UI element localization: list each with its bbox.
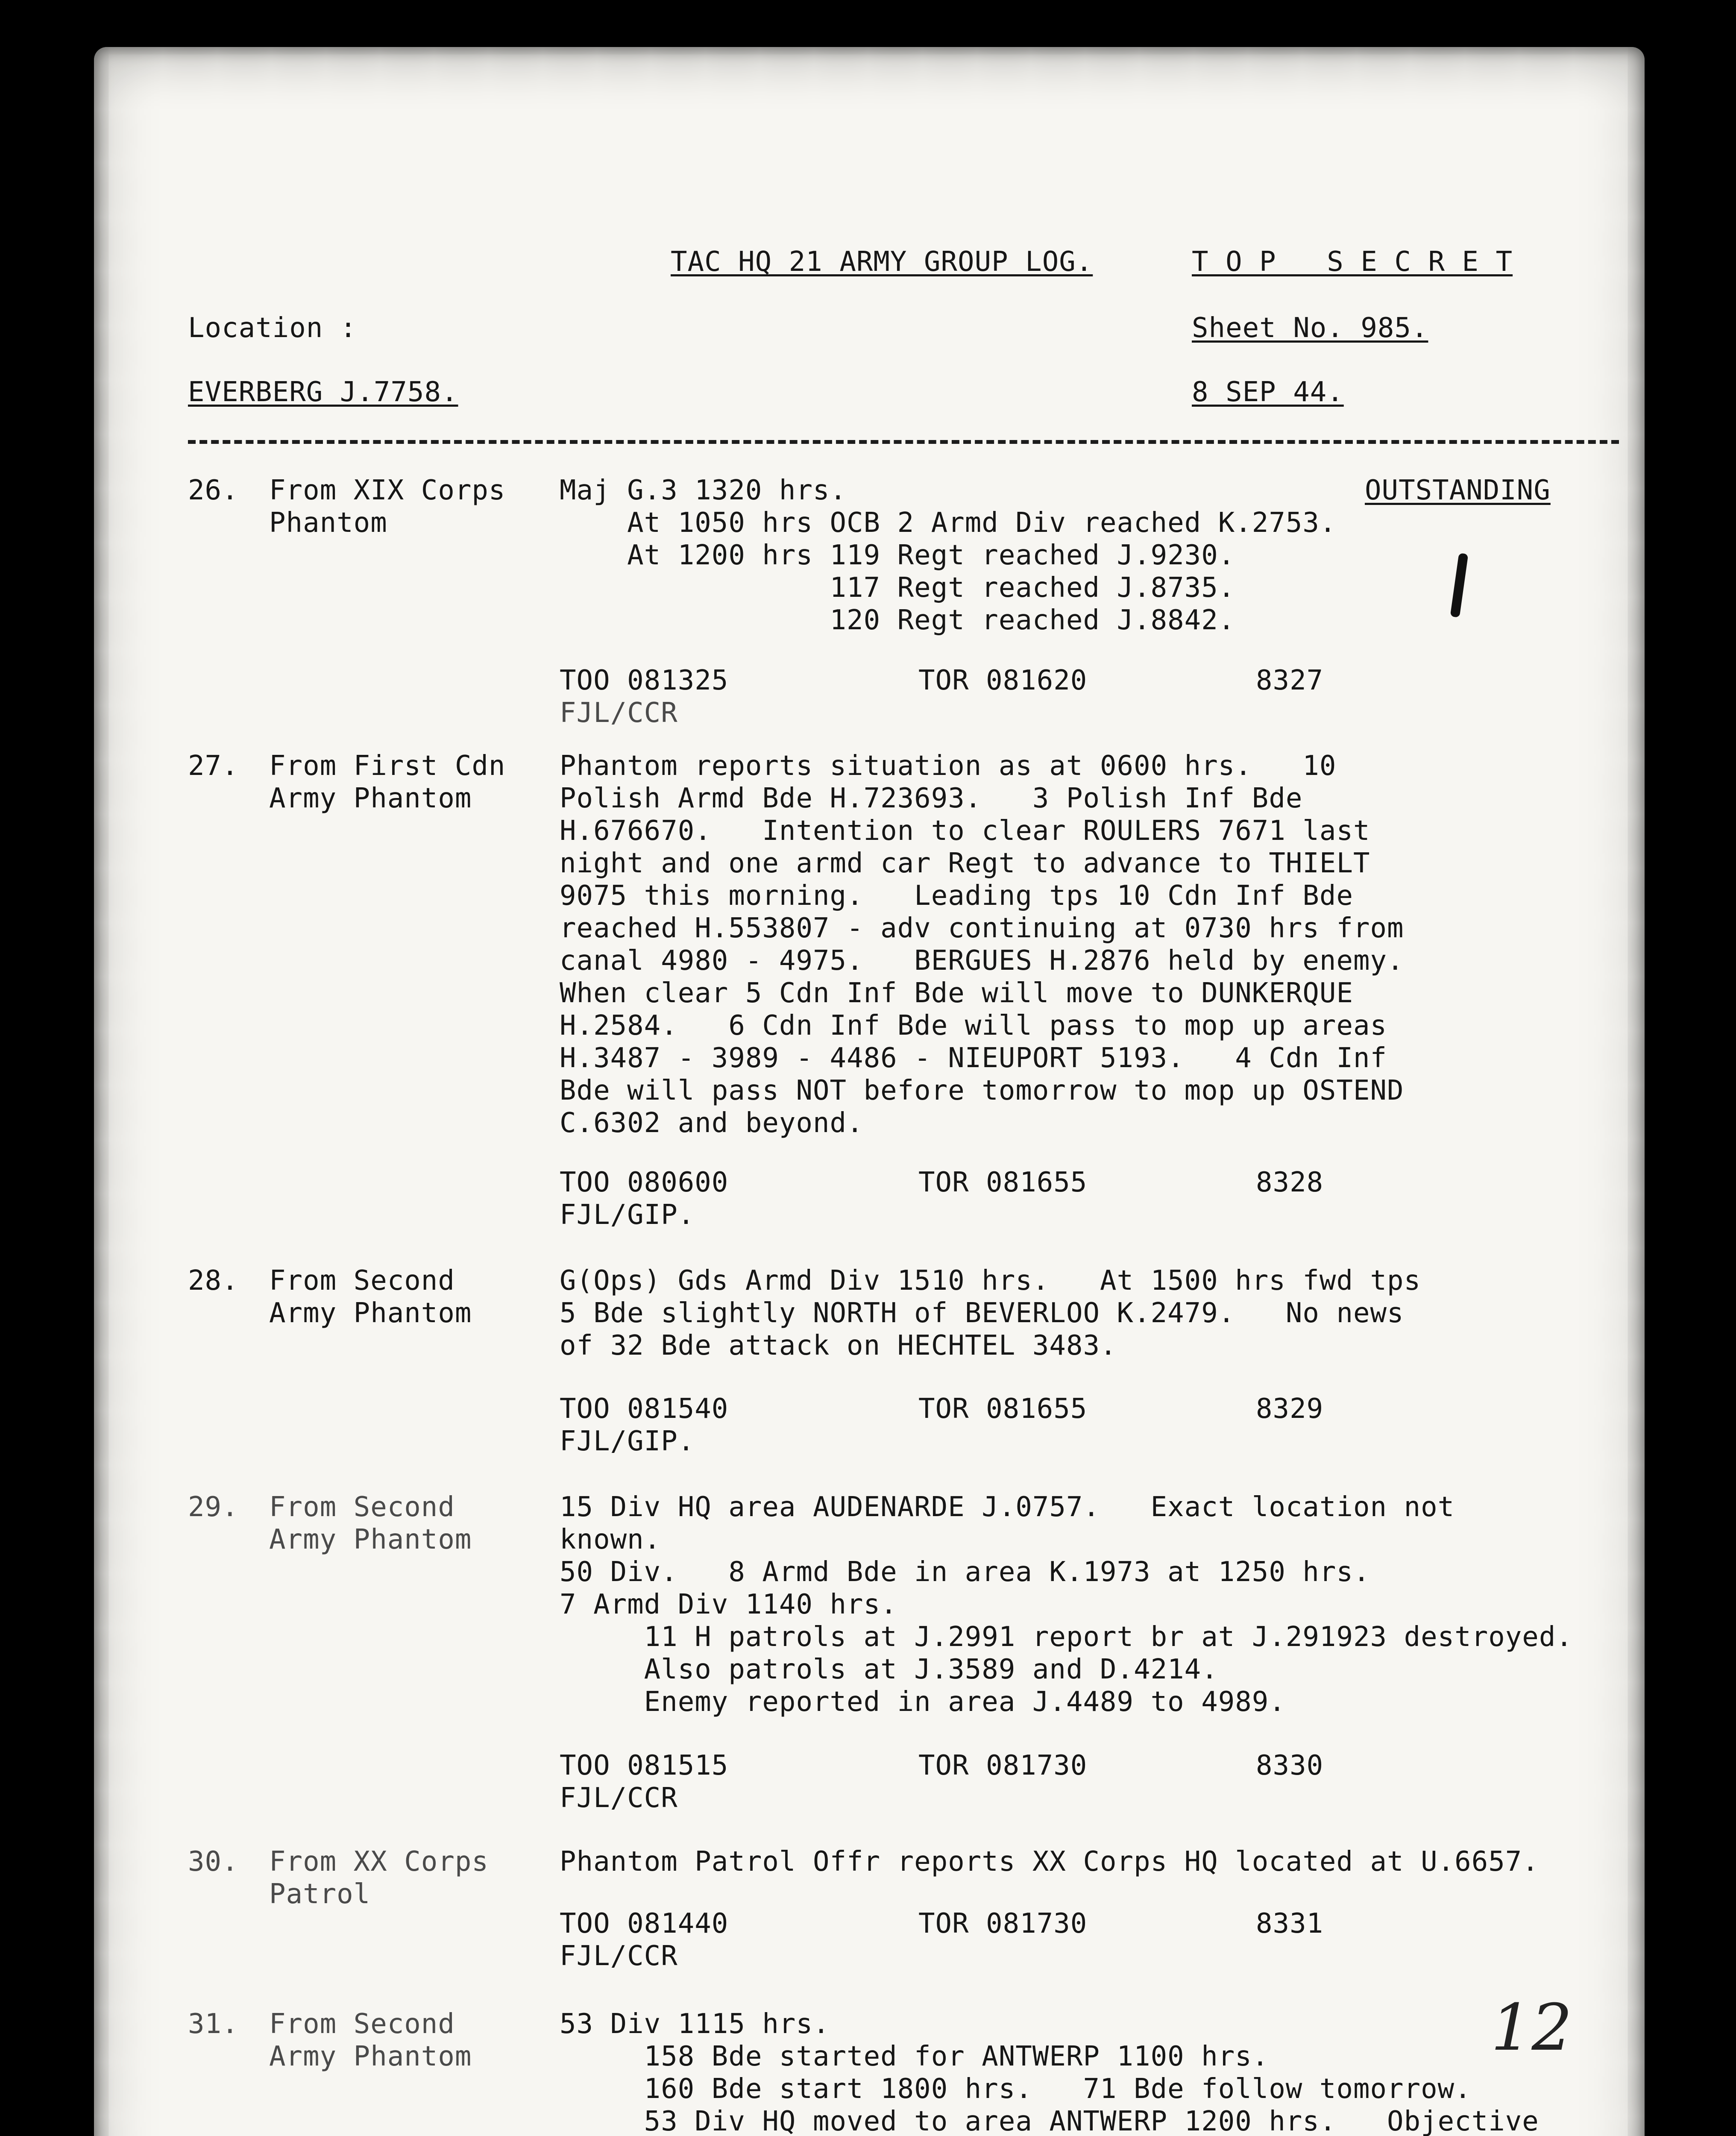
time-of-receipt: TOR 081730	[918, 1908, 1088, 1939]
entry-message-line: Phantom Patrol Offr reports XX Corps HQ located at U.6657.	[560, 1846, 1539, 1878]
entry-message-line: 160 Bde start 1800 hrs. 71 Bde follow tomorrow.	[560, 2073, 1472, 2105]
entry-message-line: 117 Regt reached J.8735.	[560, 572, 1235, 604]
entry-source: Army Phantom	[269, 783, 472, 814]
entry-number: 30.	[188, 1846, 239, 1878]
time-of-receipt: TOR 081655	[918, 1167, 1088, 1198]
sheet-number: Sheet No. 985.	[1192, 312, 1428, 344]
header-divider	[188, 440, 1619, 444]
entry-source: Patrol	[269, 1878, 371, 1910]
entry-message-line: canal 4980 - 4975. BERGUES H.2876 held by enemy.	[560, 945, 1404, 977]
entry-message-line: H.3487 - 3989 - 4486 - NIEUPORT 5193. 4 Cdn Inf	[560, 1042, 1387, 1074]
time-of-origin: TOO 081515	[560, 1750, 729, 1781]
operator-initials: FJL/CCR	[560, 1940, 678, 1972]
entry-message-line: 15 Div HQ area AUDENARDE J.0757. Exact location not	[560, 1491, 1455, 1523]
entry-message-line: At 1050 hrs OCB 2 Armd Div reached K.2753.	[560, 507, 1337, 539]
entry-source: From XIX Corps	[269, 475, 506, 506]
operator-initials: FJL/CCR	[560, 697, 678, 729]
entry-number: 26.	[188, 475, 239, 506]
entry-message-line: Bde will pass NOT before tomorrow to mop up OSTEND	[560, 1075, 1404, 1106]
entry-message-line: C.6302 and beyond.	[560, 1107, 864, 1139]
entry-message-line: known.	[560, 1524, 661, 1555]
time-of-receipt: TOR 081655	[918, 1393, 1088, 1425]
entry-message-line: night and one armd car Regt to advance to THIELT	[560, 848, 1370, 879]
entry-source: Army Phantom	[269, 1297, 472, 1329]
time-of-receipt: TOR 081730	[918, 1750, 1088, 1781]
entry-message-line: H.676670. Intention to clear ROULERS 7671 last	[560, 815, 1370, 847]
entry-message-line: 120 Regt reached J.8842.	[560, 604, 1235, 636]
entry-message-line: 9075 this morning. Leading tps 10 Cdn Inf Bde	[560, 880, 1353, 912]
outstanding-marker: OUTSTANDING	[1365, 475, 1551, 506]
entry-source: From XX Corps	[269, 1846, 489, 1878]
entry-message-line: Also patrols at J.3589 and D.4214.	[560, 1654, 1218, 1685]
entry-source: Army Phantom	[269, 2041, 472, 2072]
entry-message-line: 7 Armd Div 1140 hrs.	[560, 1589, 897, 1620]
entry-source: From Second	[269, 1265, 455, 1297]
entry-message-line: 158 Bde started for ANTWERP 1100 hrs.	[560, 2041, 1269, 2072]
entry-message-line: H.2584. 6 Cdn Inf Bde will pass to mop up areas	[560, 1010, 1387, 1042]
entry-source: From Second	[269, 1491, 455, 1523]
handwritten-annotation: 12	[1491, 1991, 1572, 2065]
entry-number: 28.	[188, 1265, 239, 1297]
entry-number: 31.	[188, 2008, 239, 2040]
serial-number: 8331	[1256, 1908, 1324, 1939]
serial-number: 8330	[1256, 1750, 1324, 1781]
time-of-origin: TOO 080600	[560, 1167, 729, 1198]
entry-message-line: Phantom reports situation as at 0600 hrs. 10	[560, 750, 1337, 782]
entry-message-line: reached H.553807 - adv continuing at 0730 hrs from	[560, 912, 1404, 944]
entry-number: 27.	[188, 750, 239, 782]
entry-message-line: When clear 5 Cdn Inf Bde will move to DUNKERQUE	[560, 977, 1353, 1009]
entry-message-line: of 32 Bde attack on HECHTEL 3483.	[560, 1330, 1117, 1361]
operator-initials: FJL/GIP.	[560, 1199, 695, 1231]
time-of-origin: TOO 081440	[560, 1908, 729, 1939]
location-value: EVERBERG J.7758.	[188, 376, 458, 408]
log-title: TAC HQ 21 ARMY GROUP LOG.	[671, 246, 1093, 278]
entry-message-line: Maj G.3 1320 hrs.	[560, 475, 847, 506]
entry-message-line: Polish Armd Bde H.723693. 3 Polish Inf Bde	[560, 783, 1303, 814]
serial-number: 8327	[1256, 665, 1324, 696]
time-of-origin: TOO 081325	[560, 665, 729, 696]
entry-source: Army Phantom	[269, 1524, 472, 1555]
operator-initials: FJL/CCR	[560, 1782, 678, 1814]
time-of-receipt: TOR 081620	[918, 665, 1088, 696]
entry-message-line: 50 Div. 8 Armd Bde in area K.1973 at 1250 hrs.	[560, 1556, 1370, 1588]
entry-message-line: G(Ops) Gds Armd Div 1510 hrs. At 1500 hrs fwd tps	[560, 1265, 1421, 1297]
entry-message-line: 53 Div HQ moved to area ANTWERP 1200 hrs. Objective	[560, 2106, 1539, 2136]
serial-number: 8328	[1256, 1167, 1324, 1198]
entry-message-line: At 1200 hrs 119 Regt reached J.9230.	[560, 540, 1235, 571]
entry-number: 29.	[188, 1491, 239, 1523]
entry-message-line: 5 Bde slightly NORTH of BEVERLOO K.2479. No news	[560, 1297, 1404, 1329]
entry-source: Phantom	[269, 507, 387, 539]
entry-source: From Second	[269, 2008, 455, 2040]
entry-message-line: 11 H patrols at J.2991 report br at J.291923 destroyed.	[560, 1621, 1573, 1653]
operator-initials: FJL/GIP.	[560, 1426, 695, 1457]
entry-source: From First Cdn	[269, 750, 506, 782]
location-label: Location :	[188, 312, 357, 344]
serial-number: 8329	[1256, 1393, 1324, 1425]
entry-message-line: Enemy reported in area J.4489 to 4989.	[560, 1686, 1286, 1718]
time-of-origin: TOO 081540	[560, 1393, 729, 1425]
entry-message-line: 53 Div 1115 hrs.	[560, 2008, 830, 2040]
classification-marking: T O P S E C R E T	[1192, 246, 1513, 278]
log-date: 8 SEP 44.	[1192, 376, 1344, 408]
